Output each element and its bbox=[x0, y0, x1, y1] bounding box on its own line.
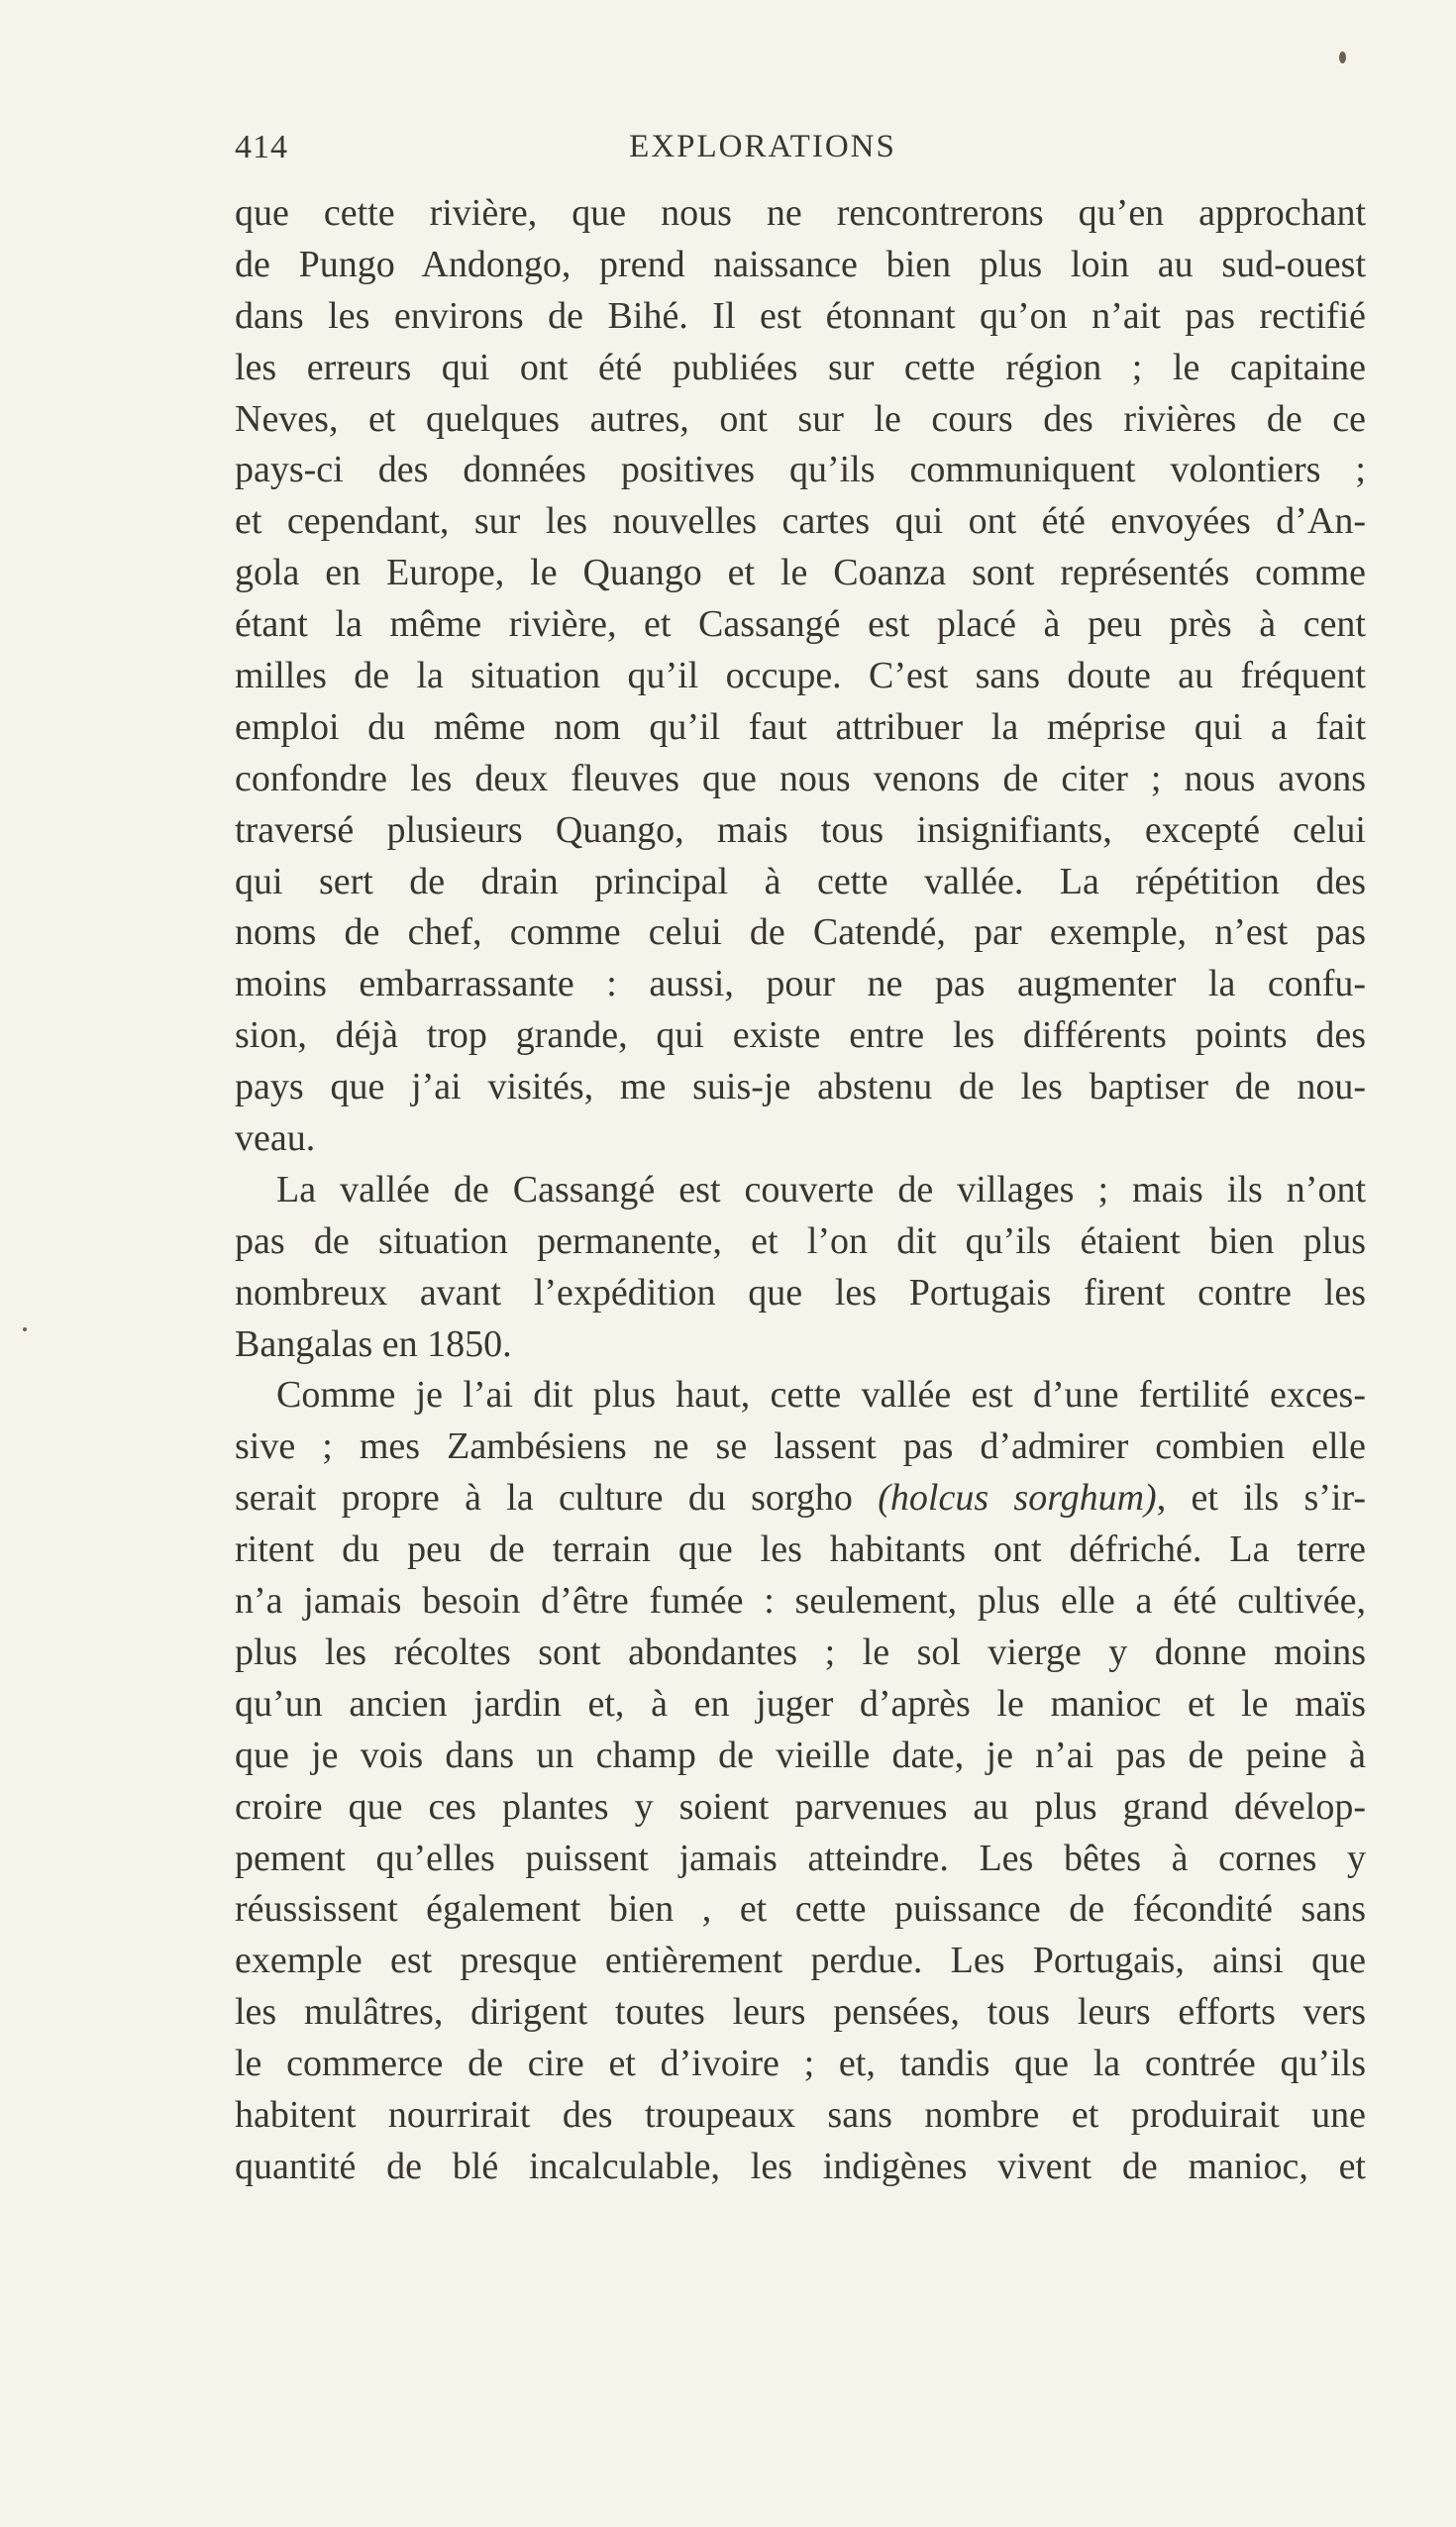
italic-term: (holcus sorghum) bbox=[878, 1477, 1157, 1520]
text-line bbox=[235, 599, 1366, 651]
text-segment: et cependant, sur les nouvelles cartes qui ont été envoyées d’An- bbox=[235, 500, 1366, 543]
text-segment: de Pungo Andongo, prend naissance bien plus loin au sud-ouest bbox=[235, 243, 1366, 285]
text-segment: que cette rivière, que nous ne rencontrerons qu’en approchant bbox=[235, 192, 1366, 234]
text-line bbox=[235, 1473, 1366, 1525]
text-line bbox=[235, 857, 1366, 908]
text-segment: ritent du peu de terrain que les habitants ont défriché. La terre bbox=[235, 1528, 1366, 1571]
text-segment: le commerce de cire et d’ivoire ; et, tandis que la contrée qu’ils bbox=[235, 2043, 1366, 2085]
text-line bbox=[235, 1062, 1366, 1113]
text-line bbox=[235, 1370, 1366, 1421]
text-line bbox=[235, 1165, 1366, 1216]
text-segment: réussissent également bien , et cette puissance de fécondité sans bbox=[235, 1888, 1366, 1931]
text-line bbox=[235, 1268, 1366, 1319]
text-line bbox=[235, 1884, 1366, 1936]
text-segment: les mulâtres, dirigent toutes leurs pensées, tous leurs efforts vers bbox=[235, 1991, 1366, 2034]
text-segment: les erreurs qui ont été publiées sur cette région ; le capitaine bbox=[235, 346, 1366, 388]
body-text bbox=[235, 188, 1366, 2193]
text-segment: croire que ces plantes y soient parvenues au plus grand dévelop- bbox=[235, 1785, 1366, 1828]
text-line bbox=[235, 2039, 1366, 2090]
text-segment: qui sert de drain principal à cette vallée. La répétition des bbox=[235, 860, 1366, 902]
text-segment: confondre les deux fleuves que nous venons de citer ; nous avons bbox=[235, 757, 1366, 799]
scan-speck bbox=[1339, 52, 1346, 63]
text-line bbox=[235, 343, 1366, 394]
text-line bbox=[235, 2090, 1366, 2142]
text-segment: serait propre à la culture du sorgho bbox=[235, 1477, 879, 1520]
text-line bbox=[235, 702, 1366, 754]
text-line bbox=[235, 240, 1366, 291]
text-line bbox=[235, 805, 1366, 857]
text-segment: n’a jamais besoin d’être fumée : seulement, plus elle a été cultivée, bbox=[235, 1580, 1366, 1623]
text-segment: pays-ci des données positives qu’ils communiquent volontiers ; bbox=[235, 449, 1366, 491]
text-line bbox=[235, 1576, 1366, 1628]
text-line bbox=[235, 1113, 1366, 1165]
text-segment: traversé plusieurs Quango, mais tous insignifiants, excepté celui bbox=[235, 808, 1366, 851]
text-segment: La vallée de Cassangé est couverte de villages ; mais ils n’ont bbox=[276, 1168, 1366, 1211]
text-line bbox=[235, 1216, 1366, 1268]
running-title: EXPLORATIONS bbox=[629, 129, 896, 164]
text-line bbox=[235, 394, 1366, 446]
text-line bbox=[235, 1010, 1366, 1062]
text-segment: moins embarrassante : aussi, pour ne pas augmenter la confu- bbox=[235, 963, 1366, 1005]
text-line bbox=[235, 754, 1366, 805]
page-number: 414 bbox=[235, 129, 288, 165]
text-line bbox=[235, 1936, 1366, 1987]
text-segment: plus les récoltes sont abondantes ; le sol vierge y donne moins bbox=[235, 1631, 1366, 1673]
scan-speck bbox=[23, 1327, 27, 1331]
text-line bbox=[235, 291, 1366, 343]
text-line bbox=[235, 496, 1366, 548]
text-line bbox=[235, 1782, 1366, 1834]
text-segment: habitent nourrirait des troupeaux sans nombre et produirait une bbox=[235, 2093, 1366, 2136]
text-segment: pays que j’ai visités, me suis-je abstenu de les baptiser de nou- bbox=[235, 1066, 1366, 1108]
text-line bbox=[235, 1628, 1366, 1679]
text-segment: dans les environs de Bihé. Il est étonnant qu’on n’ait pas rectifié bbox=[235, 294, 1366, 337]
text-segment: gola en Europe, le Quango et le Coanza sont représentés comme bbox=[235, 552, 1366, 594]
text-segment: sive ; mes Zambésiens ne se lassent pas d’admirer combien elle bbox=[235, 1425, 1366, 1468]
text-line bbox=[235, 651, 1366, 702]
text-line bbox=[235, 907, 1366, 959]
text-segment: pement qu’elles puissent jamais atteindre. Les bêtes à cornes y bbox=[235, 1837, 1366, 1879]
text-segment: quantité de blé incalculable, les indigènes vivent de manioc, et bbox=[235, 2145, 1366, 2187]
text-segment: Comme je l’ai dit plus haut, cette vallée est d’une fertilité exces- bbox=[276, 1374, 1366, 1417]
text-segment: , et ils s’ir- bbox=[1156, 1477, 1367, 1520]
text-line bbox=[235, 2142, 1366, 2193]
text-line bbox=[235, 1421, 1366, 1473]
text-segment: pas de situation permanente, et l’on dit qu’ils étaient bien plus bbox=[235, 1219, 1366, 1262]
text-segment: emploi du même nom qu’il faut attribuer la méprise qui a fait bbox=[235, 705, 1366, 748]
text-line bbox=[235, 1987, 1366, 2039]
text-line bbox=[235, 445, 1366, 496]
text-segment: Neves, et quelques autres, ont sur le cours des rivières de ce bbox=[235, 397, 1366, 440]
text-segment: sion, déjà trop grande, qui existe entre les différents points des bbox=[235, 1014, 1366, 1057]
text-segment: exemple est presque entièrement perdue. Les Portugais, ainsi que bbox=[235, 1940, 1366, 1982]
text-segment: noms de chef, comme celui de Catendé, par exemple, n’est pas bbox=[235, 911, 1366, 954]
text-line bbox=[235, 959, 1366, 1010]
text-segment: veau. bbox=[235, 1117, 316, 1160]
text-line bbox=[235, 548, 1366, 599]
text-line bbox=[235, 1679, 1366, 1731]
text-line bbox=[235, 1834, 1366, 1885]
text-line bbox=[235, 188, 1366, 240]
text-segment: qu’un ancien jardin et, à en juger d’après le manioc et le maïs bbox=[235, 1682, 1366, 1725]
text-segment: que je vois dans un champ de vieille date, je n’ai pas de peine à bbox=[235, 1734, 1366, 1776]
text-segment: étant la même rivière, et Cassangé est placé à peu près à cent bbox=[235, 603, 1366, 646]
text-segment: milles de la situation qu’il occupe. C’est sans doute au fréquent bbox=[235, 655, 1366, 697]
text-line bbox=[235, 1731, 1366, 1782]
text-segment: nombreux avant l’expédition que les Portugais firent contre les bbox=[235, 1271, 1366, 1314]
text-line bbox=[235, 1525, 1366, 1576]
text-line bbox=[235, 1319, 1366, 1371]
text-segment: Bangalas en 1850. bbox=[235, 1322, 512, 1365]
